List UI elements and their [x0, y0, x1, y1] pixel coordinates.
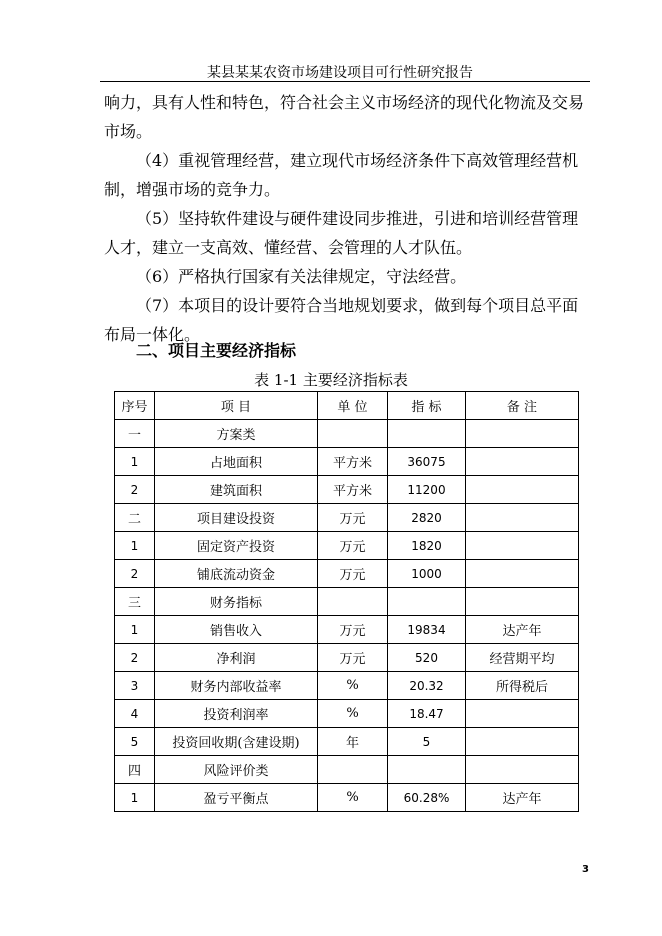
cell-item: 方案类: [155, 420, 318, 448]
table-row: [115, 616, 579, 644]
cell-index: 1: [115, 784, 155, 812]
body-paragraph: （5）坚持软件建设与硬件建设同步推进，引进和培训经营管理人才，建立一支高效、懂经营、会管理的人才队伍。: [104, 209, 579, 257]
table-body: [115, 420, 579, 812]
table-row: [115, 588, 579, 616]
header-cell-index: 序号: [115, 392, 155, 420]
table-row: [115, 700, 579, 728]
table-row: [115, 728, 579, 756]
cell-index: 1: [115, 532, 155, 560]
cell-note: 所得税后: [466, 672, 579, 700]
cell-value: 19834: [388, 616, 466, 644]
cell-item: 财务指标: [155, 588, 318, 616]
cell-value: [388, 588, 466, 616]
cell-value: [388, 420, 466, 448]
cell-unit: 万元: [318, 644, 388, 672]
cell-note: [466, 588, 579, 616]
cell-index: 三: [115, 588, 155, 616]
table-header-row: [115, 392, 579, 420]
cell-item: 建筑面积: [155, 476, 318, 504]
cell-note: [466, 476, 579, 504]
header-cell-value: 指 标: [388, 392, 466, 420]
cell-note: [466, 448, 579, 476]
cell-unit: 万元: [318, 616, 388, 644]
cell-value: 520: [388, 644, 466, 672]
page-number: 3: [582, 864, 589, 875]
cell-index: 3: [115, 672, 155, 700]
cell-index: 1: [115, 616, 155, 644]
cell-unit: [318, 420, 388, 448]
cell-note: [466, 420, 579, 448]
cell-unit: 平方米: [318, 448, 388, 476]
cell-index: 2: [115, 644, 155, 672]
page-header-title: 某县某某农资市场建设项目可行性研究报告: [207, 65, 473, 81]
cell-value: 11200: [388, 476, 466, 504]
cell-note: [466, 532, 579, 560]
cell-item: 占地面积: [155, 448, 318, 476]
header-divider: [100, 81, 590, 82]
cell-value: 1820: [388, 532, 466, 560]
cell-item: 投资利润率: [155, 700, 318, 728]
table-row: [115, 784, 579, 812]
cell-unit: 平方米: [318, 476, 388, 504]
header-cell-item: 项 目: [155, 392, 318, 420]
cell-unit: 万元: [318, 504, 388, 532]
cell-index: 4: [115, 700, 155, 728]
cell-note: 达产年: [466, 784, 579, 812]
cell-index: 2: [115, 560, 155, 588]
cell-unit: %: [318, 700, 388, 728]
cell-unit: [318, 756, 388, 784]
cell-note: [466, 700, 579, 728]
cell-item: 固定资产投资: [155, 532, 318, 560]
table-row: [115, 560, 579, 588]
table-row: [115, 756, 579, 784]
cell-index: 二: [115, 504, 155, 532]
cell-value: 5: [388, 728, 466, 756]
cell-index: 四: [115, 756, 155, 784]
cell-item: 盈亏平衡点: [155, 784, 318, 812]
cell-unit: 万元: [318, 560, 388, 588]
header-cell-unit: 单 位: [318, 392, 388, 420]
body-paragraph: 响力，具有人性和特色，符合社会主义市场经济的现代化物流及交易市场。: [104, 93, 585, 141]
body-paragraph: （4）重视管理经营，建立现代市场经济条件下高效管理经营机制，增强市场的竞争力。: [104, 151, 579, 199]
table-caption: 表 1-1 主要经济指标表: [254, 371, 408, 389]
cell-value: 20.32: [388, 672, 466, 700]
cell-note: [466, 728, 579, 756]
cell-item: 财务内部收益率: [155, 672, 318, 700]
table-row: [115, 504, 579, 532]
body-paragraph: （6）严格执行国家有关法律规定，守法经营。: [136, 267, 467, 286]
cell-item: 铺底流动资金: [155, 560, 318, 588]
table-row: [115, 420, 579, 448]
cell-note: [466, 504, 579, 532]
cell-note: 经营期平均: [466, 644, 579, 672]
cell-item: 风险评价类: [155, 756, 318, 784]
economic-indicators-table: [114, 391, 579, 812]
body-text: [104, 88, 584, 349]
cell-value: 1000: [388, 560, 466, 588]
cell-value: 36075: [388, 448, 466, 476]
cell-unit: 年: [318, 728, 388, 756]
table-row: [115, 672, 579, 700]
cell-index: 1: [115, 448, 155, 476]
table-row: [115, 448, 579, 476]
cell-note: [466, 560, 579, 588]
table-row: [115, 476, 579, 504]
table-row: [115, 644, 579, 672]
cell-item: 项目建设投资: [155, 504, 318, 532]
cell-unit: %: [318, 784, 388, 812]
cell-index: 5: [115, 728, 155, 756]
cell-value: 18.47: [388, 700, 466, 728]
cell-value: 60.28%: [388, 784, 466, 812]
cell-note: [466, 756, 579, 784]
cell-unit: 万元: [318, 532, 388, 560]
cell-item: 净利润: [155, 644, 318, 672]
table-row: [115, 532, 579, 560]
cell-item: 投资回收期(含建设期): [155, 728, 318, 756]
cell-unit: %: [318, 672, 388, 700]
section-heading: 二、项目主要经济指标: [136, 341, 297, 360]
cell-index: 一: [115, 420, 155, 448]
cell-value: [388, 756, 466, 784]
cell-note: 达产年: [466, 616, 579, 644]
cell-index: 2: [115, 476, 155, 504]
cell-item: 销售收入: [155, 616, 318, 644]
cell-unit: [318, 588, 388, 616]
cell-value: 2820: [388, 504, 466, 532]
body-paragraph: （7）本项目的设计要符合当地规划要求，做到每个项目总平面布局一体化。: [104, 296, 579, 344]
header-cell-note: 备 注: [466, 392, 579, 420]
